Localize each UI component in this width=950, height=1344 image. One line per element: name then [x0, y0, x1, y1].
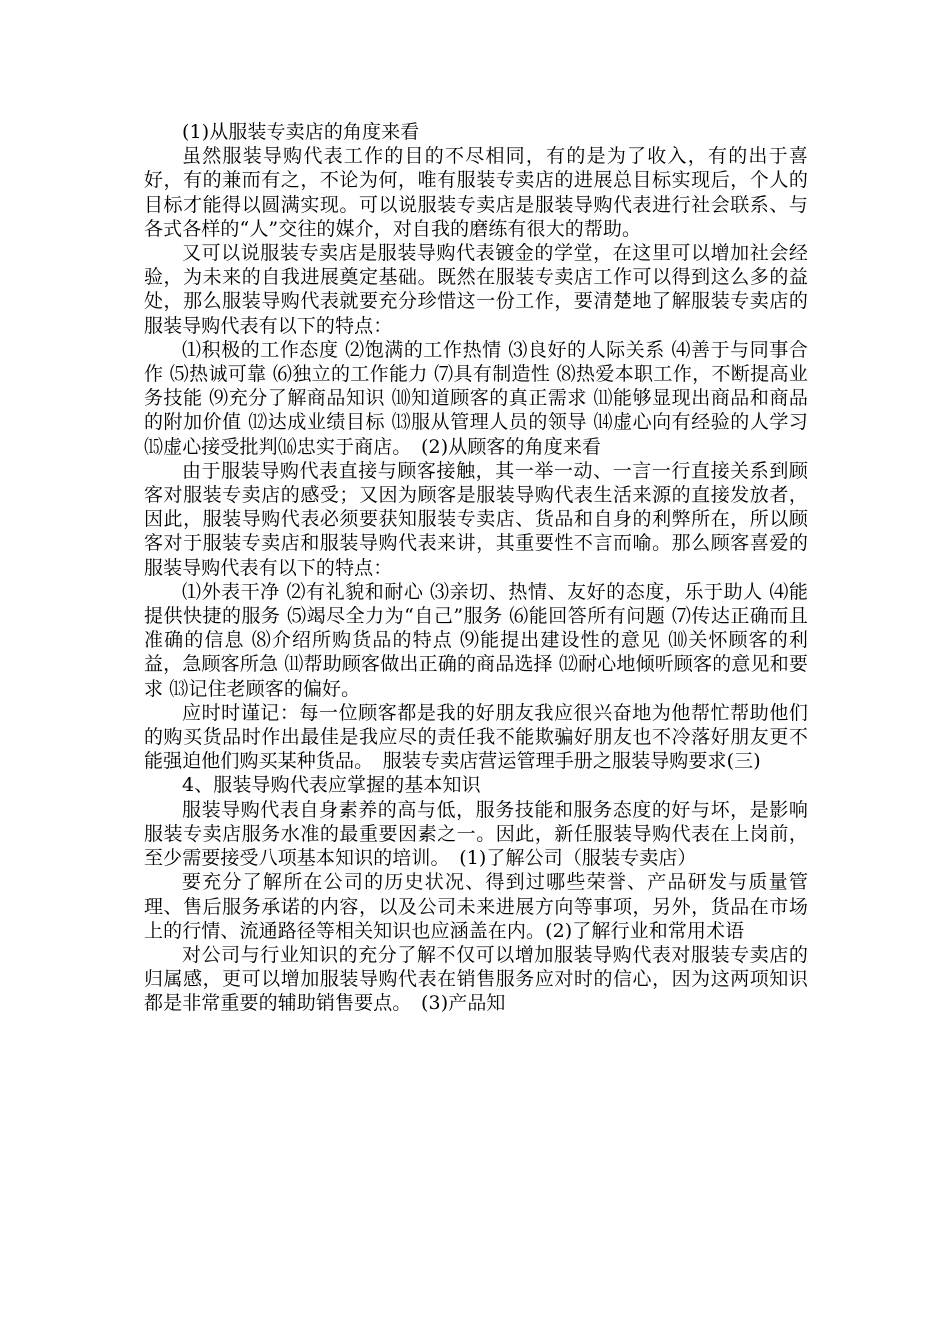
- paragraph: 应时时谨记：每一位顾客都是我的好朋友我应很兴奋地为他帮忙帮助他们的购买货品时作出最佳是我应尽的责任我不能欺骗好朋友也不冷落好朋友更不能强迫他们购买某种货品。 服装专卖店营运管理手册之服装导购要求(三): [144, 701, 808, 773]
- section-heading-basic-knowledge: 4、服装导购代表应掌握的基本知识: [182, 774, 481, 797]
- paragraph: 由于服装导购代表直接与顾客接触，其一举一动、一言一行直接关系到顾客对服装专卖店的感受；又因为顾客是服装导购代表生活来源的直接发放者，因此，服装导购代表必须要获知服装专卖店、货品和自身的利弊所在，所以顾客对于服装专卖店和服装导购代表来讲，其重要性不言而喻。那么顾客喜爱的服装导购代表有以下的特点：: [144, 459, 808, 579]
- paragraph-list-customer-traits: ⑴外表干净 ⑵有礼貌和耐心 ⑶亲切、热情、友好的态度，乐于助人 ⑷能提供快捷的服务 ⑸竭尽全力为“自己”服务 ⑹能回答所有问题 ⑺传达正确而且准确的信息 ⑻介绍所购货品的特点 ⑼能提出建设性的意见 ⑽关怀顾客的利益，急顾客所急 ⑾帮助顾客做出正确的商品选择 ⑿耐心地倾听顾客的意见和要求 ⒀记住老顾客的偏好。: [144, 580, 808, 700]
- paragraph: 要充分了解所在公司的历史状况、得到过哪些荣誉、产品研发与质量管理、售后服务承诺的内容，以及公司未来进展方向等事项，另外，货品在市场上的行情、流通路径等相关知识也应涵盖在内。(2)了解行业和常用术语: [144, 871, 808, 942]
- paragraph-list-store-traits: ⑴积极的工作态度 ⑵饱满的工作热情 ⑶良好的人际关系 ⑷善于与同事合作 ⑸热诚可靠 ⑹独立的工作能力 ⑺具有制造性 ⑻热爱本职工作，不断提高业务技能 ⑼充分了解商品知识 ⑽知道顾客的真正需求 ⑾能够显现出商品和商品的附加价值 ⑿达成业绩目标 ⒀服从管理人员的领导 ⒁虚心向有经验的人学习 ⒂虚心接受批判⒃忠实于商店。 (2)从顾客的角度来看: [144, 338, 808, 458]
- paragraph: 对公司与行业知识的充分了解不仅可以增加服装导购代表对服装专卖店的归属感，更可以增加服装导购代表在销售服务应对时的信心，因为这两项知识都是非常重要的辅助销售要点。 (3)产品知: [144, 943, 808, 1015]
- paragraph-heading-store-perspective: (1)从服装专卖店的角度来看: [182, 121, 420, 143]
- paragraph: 服装导购代表自身素养的高与低，服务技能和服务态度的好与坏，是影响服装专卖店服务水准的最重要因素之一。因此，新任服装导购代表在上岗前，至少需要接受八项基本知识的培训。 (1)了解公司（服装专卖店）: [144, 798, 808, 870]
- paragraph: 又可以说服装专卖店是服装导购代表镀金的学堂，在这里可以增加社会经验，为未来的自我进展奠定基础。既然在服装专卖店工作可以得到这么多的益处，那么服装导购代表就要充分珍惜这一份工作，要清楚地了解服装专卖店的服装导购代表有以下的特点：: [144, 242, 808, 337]
- document-body: [144, 120, 808, 1016]
- paragraph: 虽然服装导购代表工作的目的不尽相同，有的是为了收入，有的出于喜好，有的兼而有之，不论为何，唯有服装专卖店的进展总目标实现后，个人的目标才能得以圆满实现。可以说服装专卖店是服装导购代表进行社会联系、与各式各样的“人”交往的媒介，对自我的磨练有很大的帮助。: [144, 145, 808, 240]
